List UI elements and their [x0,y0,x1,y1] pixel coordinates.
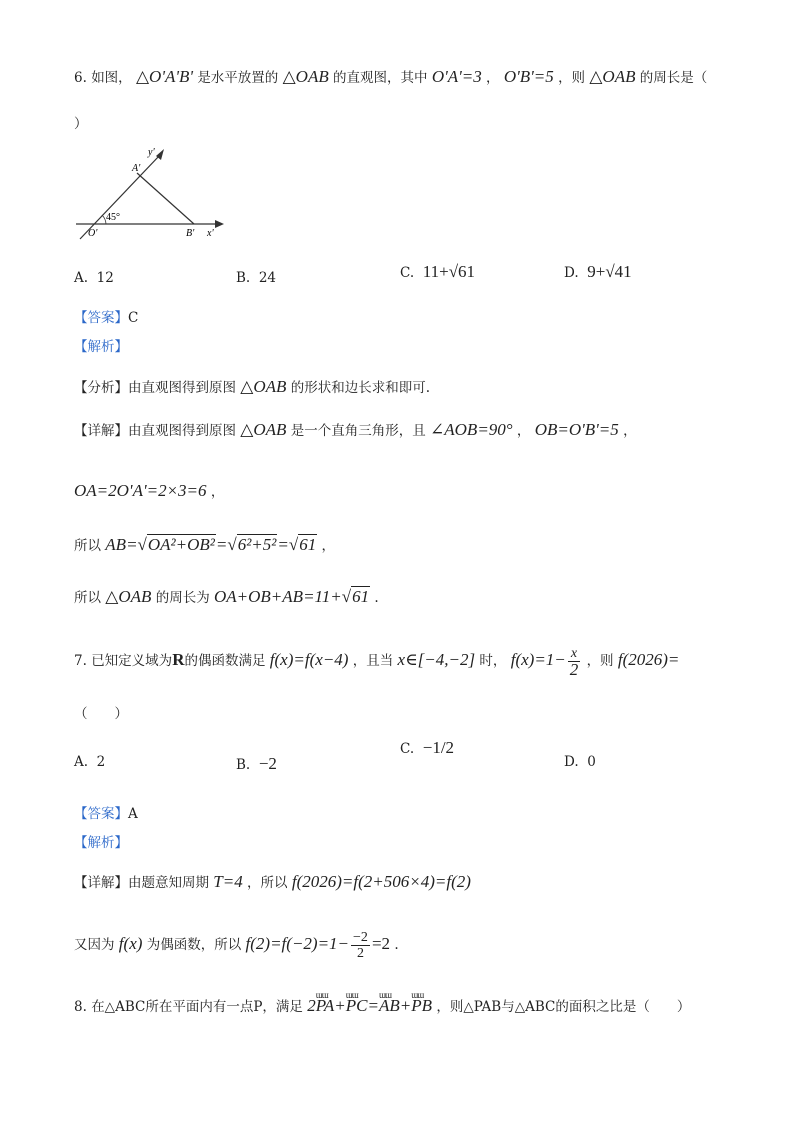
q6-option-d: D. 9+√41 [564,262,632,281]
q6-triangle-oab-2: △OAB [589,67,636,86]
q7-even-line: 又因为 f(x) 为偶函数，所以 f(2)=f(−2)=1− $\frac{-2}{2}$ =2 . [74,930,399,961]
q6-oa-line: OA=2O'A'=2×3=6 ， [74,481,225,500]
q7-option-c: C. −1/2 [400,738,455,757]
q6-answer: 【答案】C [74,310,139,326]
label-b: B' [186,228,195,239]
q6-option-a: A. 12 [74,270,114,286]
q6-lead: 如图， [91,70,132,86]
q6-number: 6. [74,70,87,86]
q6-option-b: B. 24 [236,270,276,286]
q6-ob-eq: O'B'=5 [503,67,554,86]
q6-line1 [74,66,707,89]
label-o: O' [88,228,98,239]
q6-analysis-tag: 【解析】 [74,339,128,355]
q7-option-d: D. 0 [564,754,596,770]
q8-line1: 8. 在△ABC所在平面内有一点P，满足 2ɯɯ PA+ɯɯ PC=ɯɯ AB+ɯɯ PB ，则△PAB与△ABC的面积之比是（ ） [74,995,690,1018]
q6-mid2: 的直观图，其中 [333,70,428,86]
q6-perimeter-line: 所以 △OAB 的周长为 OA+OB+AB=11+√61 . [74,587,379,606]
q7-paren: （ ） [74,706,128,722]
label-a: A' [132,163,141,174]
q7-xiangjie: 【详解】由题意知周期 T=4 ，所以 f(2026)=f(2+506×4)=f(2) [74,872,471,891]
q6-fenxi: 【分析】由直观图得到原图 △OAB 的形状和边长求和即可. [74,377,431,396]
q7-line1: 7. 已知定义域为R的偶函数满足 f(x)=f(x−4) ，且当 x∈[−4,−2] 时， f(x)=1− $\frac{x}{2}$ ，则 f(2026)= [74,646,680,679]
q6-triangle-prime: △O'A'B' [135,67,194,86]
q7-answer: 【答案】A [74,806,138,822]
label-angle: 45° [106,212,120,223]
y-axis [80,155,160,239]
label-x: x' [207,228,214,239]
q6-mid4: ，则 [558,70,586,86]
q6-close: ） [74,116,88,132]
q6-triangle-oab: △OAB [282,67,329,86]
side-ab [137,173,194,224]
q6-figure [72,143,242,243]
q6-tail: 的周长是（ [639,70,708,86]
q6-mid1: 是水平放置的 [197,70,279,86]
q6-option-c: C. 11+√61 [400,262,476,281]
label-y: y' [148,147,155,158]
q7-analysis-tag: 【解析】 [74,835,128,851]
q7-option-b: B. −2 [236,754,277,773]
x-arrow [215,220,224,228]
q6-ab-line: 所以 AB=√OA²+OB²=√6²+5²=√61 ， [74,535,335,554]
q6-mid3: ， [486,70,500,86]
q6-xiangjie: 【详解】由直观图得到原图 △OAB 是一个直角三角形，且 ∠AOB=90° ， OB=O'B'=5 ， [74,420,637,439]
q6-oa-eq: O'A'=3 [431,67,482,86]
q7-option-a: A. 2 [74,754,106,770]
